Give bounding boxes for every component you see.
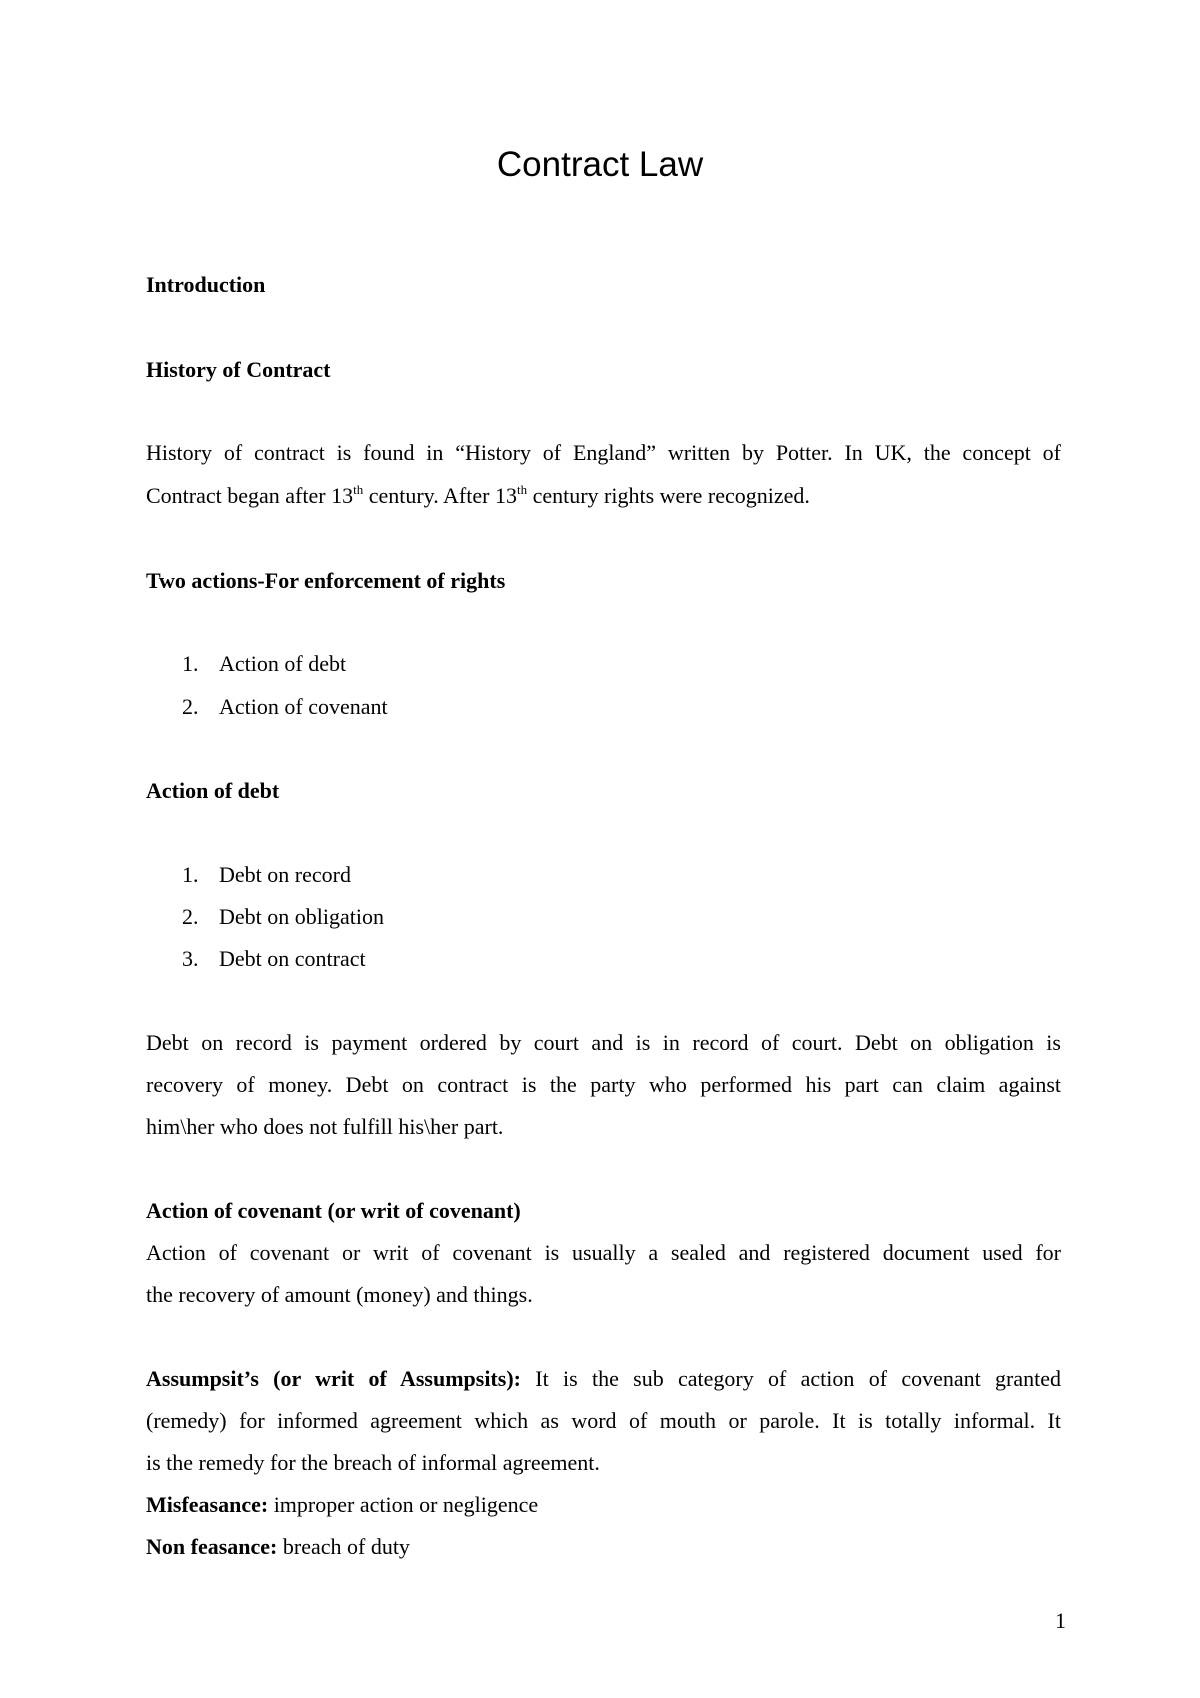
debt-paragraph-line-2: recovery of money. Debt on contract is the party who performed his part can claim against [146, 1072, 1061, 1097]
debt-paragraph-line-3: him\her who does not fulfill his\her part. [146, 1114, 504, 1139]
list-item-number: 1. [182, 862, 199, 887]
two-actions-heading: Two actions-For enforcement of rights [146, 568, 506, 593]
covenant-paragraph-line-1: Action of covenant or writ of covenant is usually a sealed and registered document used for [146, 1240, 1061, 1265]
action-of-debt-heading: Action of debt [146, 778, 280, 803]
non-feasance-definition [146, 1532, 410, 1562]
list-item: Action of debt [219, 651, 347, 676]
list-item-number: 2. [182, 694, 199, 719]
page-number: 1 [1055, 1608, 1066, 1633]
assumpsit-paragraph-line-2: (remedy) for informed agreement which as word of mouth or parole. It is totally informal. It [146, 1408, 1061, 1433]
list-item: Debt on record [219, 862, 351, 887]
assumpsit-text: It is the sub category of action of covenant granted [520, 1366, 1061, 1391]
history-text: Contract began after 13 [146, 483, 354, 508]
non-feasance-term: Non feasance: [146, 1534, 278, 1559]
misfeasance-term: Misfeasance: [146, 1492, 269, 1517]
assumpsit-term: Assumpsit’s (or writ of Assumpsits): [146, 1366, 521, 1391]
misfeasance-text: improper action or negligence [268, 1492, 539, 1517]
page-title: Contract Law [496, 145, 704, 184]
history-heading: History of Contract [146, 357, 331, 382]
assumpsit-paragraph-line-1 [146, 1364, 1061, 1394]
ordinal-suffix: th [353, 482, 364, 497]
ordinal-suffix: th [516, 482, 528, 497]
covenant-paragraph-line-2: the recovery of amount (money) and things. [146, 1282, 533, 1307]
history-paragraph-line-1: History of contract is found in “History of England” written by Potter. In UK, the concept of [146, 440, 1061, 465]
list-item: Debt on obligation [219, 904, 384, 929]
list-item-number: 2. [182, 904, 199, 929]
list-item-number: 1. [182, 651, 199, 676]
introduction-heading: Introduction [146, 272, 266, 297]
list-item-number: 3. [182, 946, 199, 971]
history-text: century. After 13 [363, 483, 517, 508]
list-item: Debt on contract [219, 946, 366, 971]
non-feasance-text: breach of duty [277, 1534, 410, 1559]
history-paragraph-line-2 [146, 481, 810, 511]
misfeasance-definition [146, 1490, 538, 1520]
debt-paragraph-line-1: Debt on record is payment ordered by court and is in record of court. Debt on obligation is [146, 1030, 1061, 1055]
covenant-heading: Action of covenant (or writ of covenant) [146, 1198, 521, 1223]
history-text: century rights were recognized. [527, 483, 810, 508]
list-item: Action of covenant [219, 694, 388, 719]
assumpsit-paragraph-line-3: is the remedy for the breach of informal agreement. [146, 1450, 600, 1475]
